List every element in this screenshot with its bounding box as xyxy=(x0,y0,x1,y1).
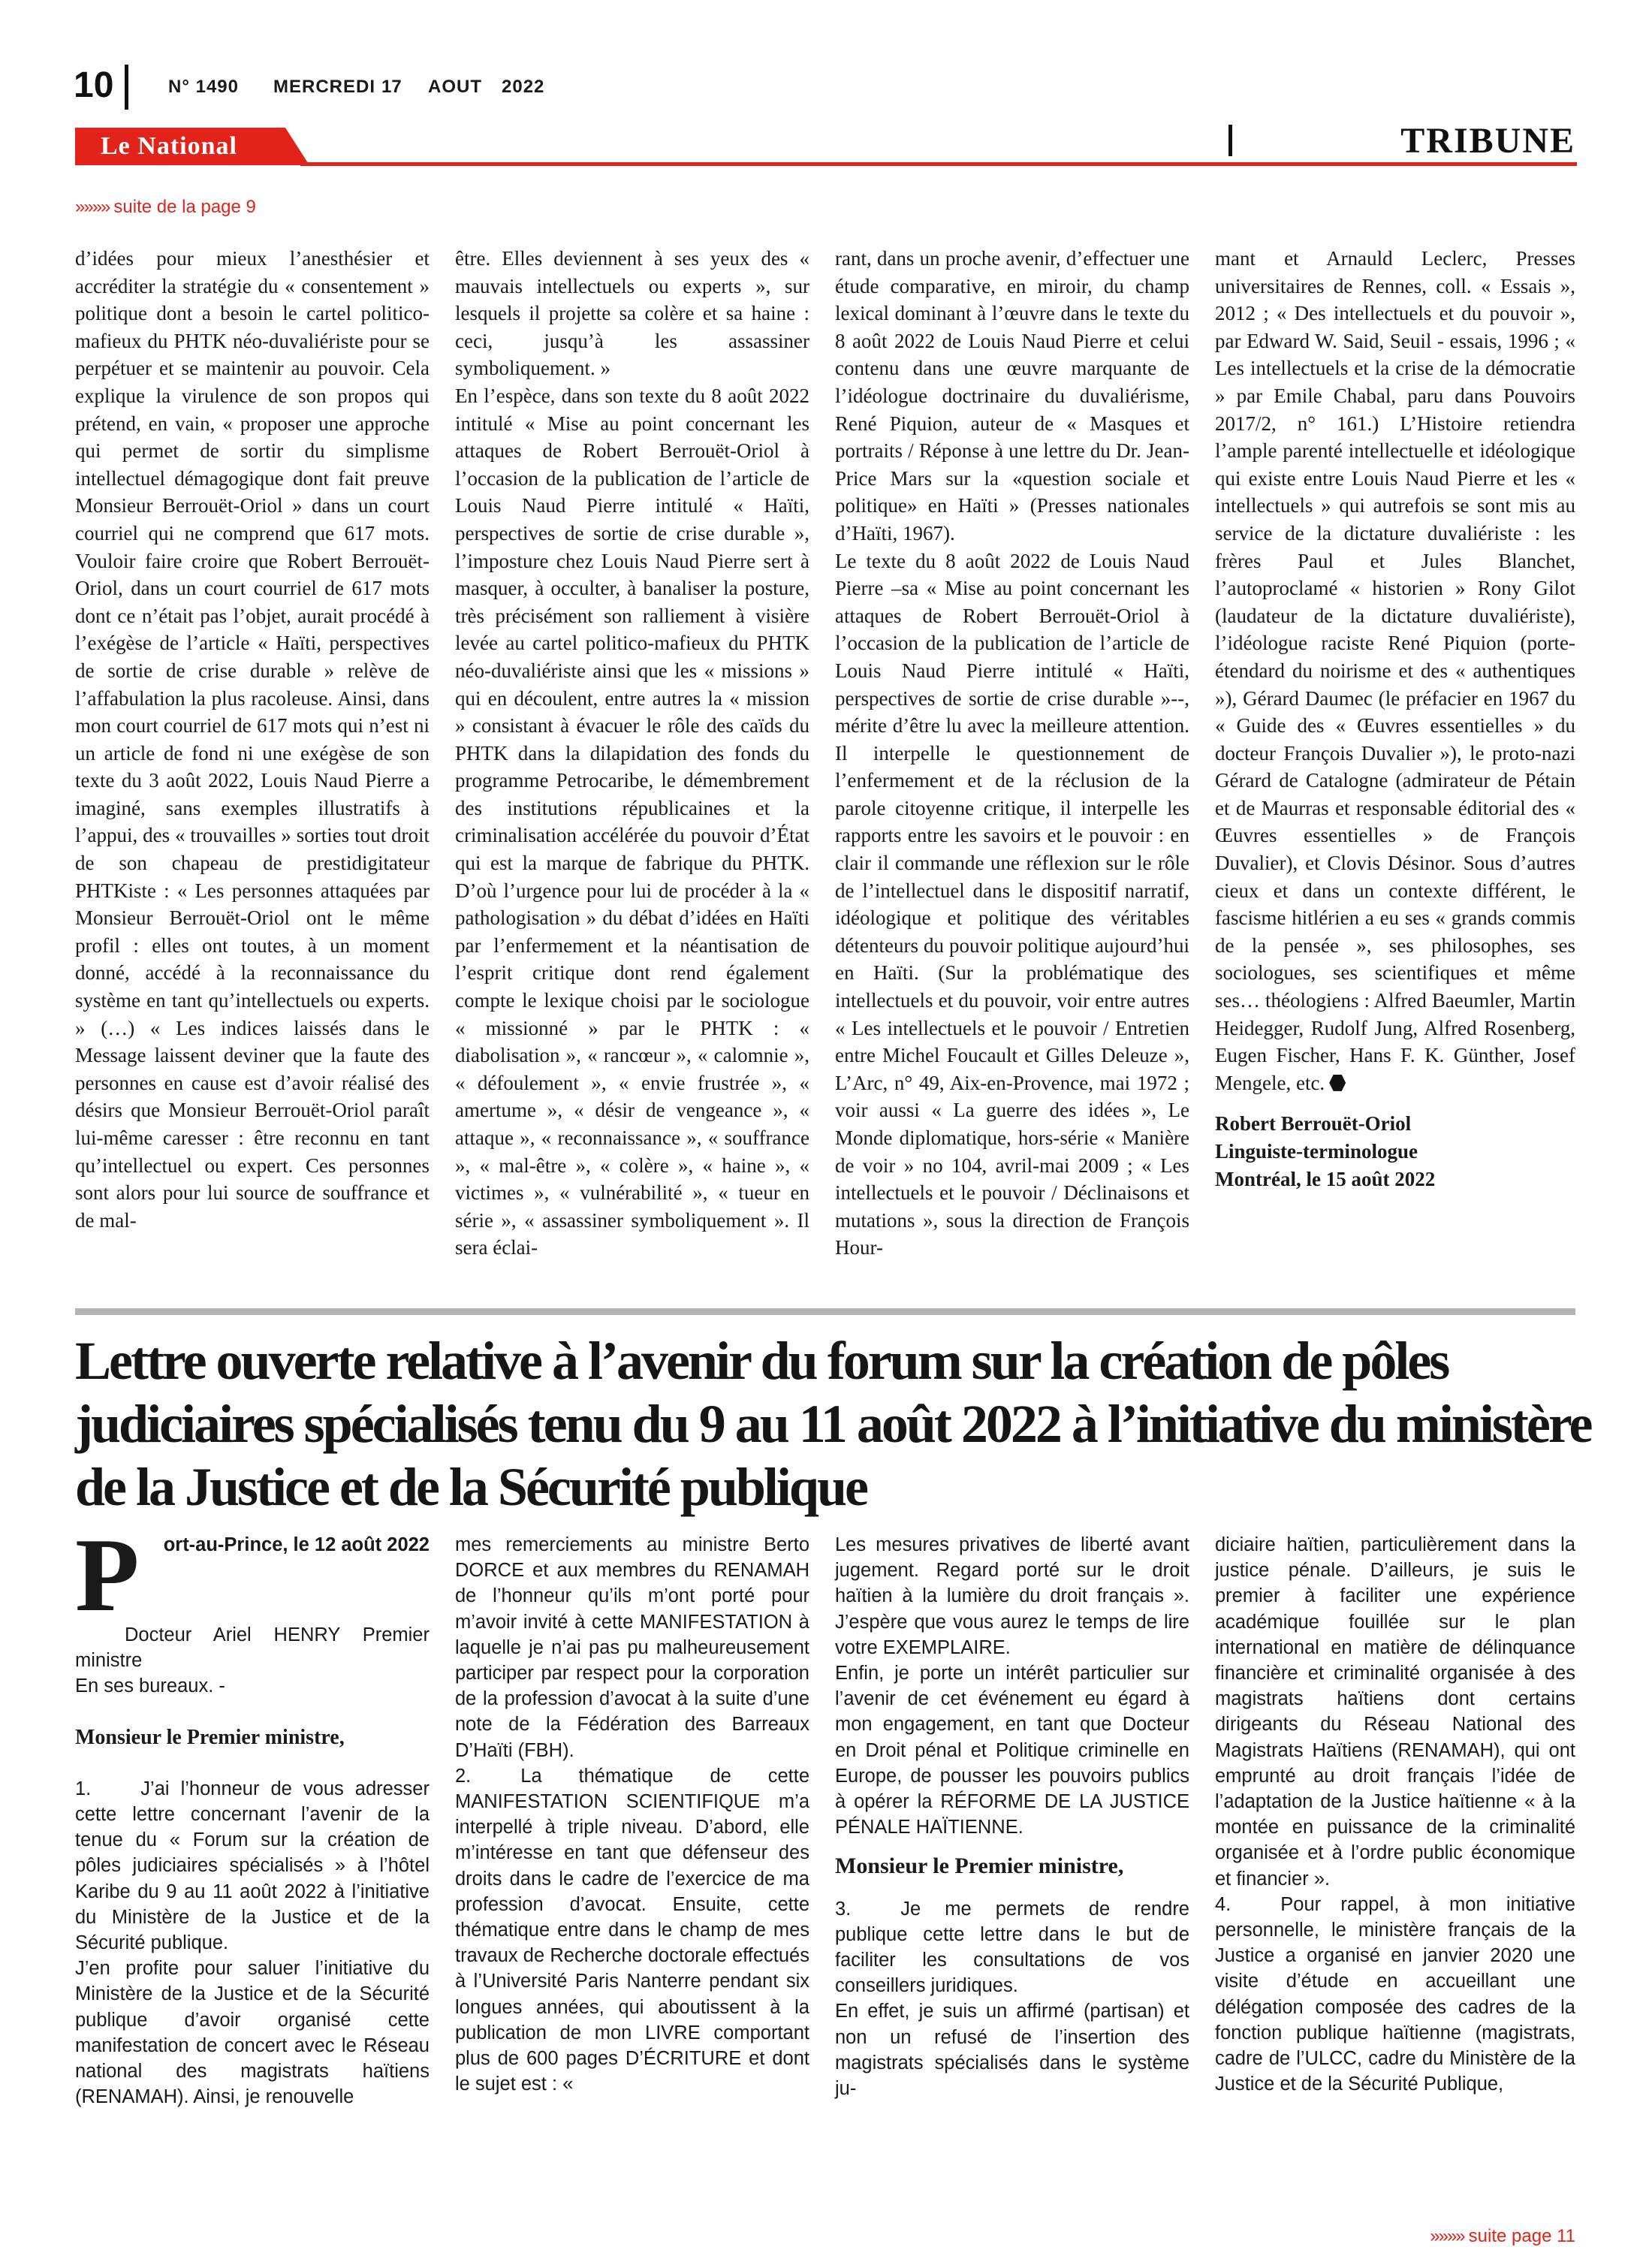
page-number-divider xyxy=(125,65,128,110)
section-separator xyxy=(75,1308,1575,1315)
author-title: Linguiste-terminologue xyxy=(1215,1140,1418,1163)
section-title: TRIBUNE xyxy=(1400,121,1575,161)
article1-col1-text: d’idées pour mieux l’anesthésier et accréditer la stratégie du « consentement » politique dont a besoin le cartel politico-mafieux du PHTK néo-duvaliériste pour se perpétuer et se maintenir au pouvoir. Cela explique la virulence de son propos qui prétend, en vain, « proposer une approche qui permet de sortir du simplisme intellectuel démagogique dont fait preuve Monsieur Berrouët-Oriol » dans un court courriel qui ne comprend que 617 mots. Vouloir faire croire que Robert Berrouët-Oriol, dans un court courriel de 617 mots dont ce n’était pas l’objet, aurait procédé à l’exégèse de l’article « Haïti, perspectives de sortie de crise durable » relève de l’affabulation la plus racoleuse. Ainsi, dans mon court courriel de 617 mots qui n’est ni un article de fond ni une exégèse de son texte du 3 août 2022, Louis Naud Pierre a imaginé, sans exemples illustratifs à l’appui, des « trouvailles » sorties tout droit de son chapeau de prestidigitateur PHTKiste : « Les personnes attaquées par Monsieur Berrouët-Oriol ont le même profil : elles ont toutes, à un moment donné, accédé à la reconnaissance du système en tant qu’intellectuels ou experts. » (…) « Les indices laissés dans le Message laissent deviner que la faute des personnes en cause est d’avoir réalisé des désirs que Monsieur Berrouët-Oriol paraît lui-même caresser : être reconnu en tant qu’intellectuel ou expert. Ces personnes sont alors pour lui source de souffrance et de mal- xyxy=(75,247,430,1232)
arrows-glyph: »»»» xyxy=(75,197,110,217)
article2-column-1 xyxy=(75,1517,430,2110)
paragraph-3b: En effet, je suis un affirmé (partisan) et non un refusé de l’insertion des magistrats spécialisés dans le système ju- xyxy=(835,2001,1189,2100)
paragraph-2b: Les mesures privatives de liberté avant jugement. Regard porté sur le droit haïtien à la lumière du droit français ». J’espère que vous aurez le temps de lire votre EXEMPLAIRE. xyxy=(835,1534,1189,1658)
letter-opening xyxy=(75,1517,430,1633)
paragraph-4-text: Pour rappel, à mon initiative personnelle, le ministère français de la Justice a organisé en janvier 2020 une visite d’étude en accueillant une délégation composée des cadres de la fonction publique haïtienne (magistrats, cadre de l’ULCC, cadre du Ministère de la Justice et de la Sécurité Publique, xyxy=(1215,1893,1575,2095)
header-red-rule xyxy=(300,162,1577,166)
end-mark-icon xyxy=(1329,1075,1346,1091)
author-name: Robert Berrouët-Oriol xyxy=(1215,1112,1412,1136)
date-year: 2022 xyxy=(502,77,545,97)
date-weekday: MERCREDI xyxy=(273,77,376,97)
article1-column-1 xyxy=(75,245,430,1234)
article1-col4-para xyxy=(1215,245,1575,1096)
paragraph-1-text: J’ai l’honneur de vous adresser cette lettre concernant l’avenir de la tenue du « Forum sur la création de pôles judiciaires spécialisés » à l’hôtel Karibe du 9 au 11 août 2022 à l’initiative du Ministère de la Justice et de la Sécurité publique. xyxy=(75,1778,430,1954)
continued-on-text: suite page 11 xyxy=(1468,2226,1575,2246)
paragraph-3c: diciaire haïtien, particulièrement dans la justice pénale. D’ailleurs, je suis le premier à faciliter une expérience académique fouillée sur le plan international en matière de délinquance financière et criminalité organisée à des magistrats haïtiens dont certains dirigeants du Réseau National des Magistrats Haïtiens (RENAMAH), qui ont emprunté au droit français l’idée de l’adaptation de la Justice haïtienne « à la montée en puissance de la criminalité organisée et à l’ordre public économique et financier ». xyxy=(1215,1534,1575,1890)
article1-col2-para: être. Elles deviennent à ses yeux des « mauvais intellectuels ou experts », sur lesquels il projette sa colère et sa haine : ceci, jusqu’à les assassiner symboliquement. » xyxy=(455,247,809,380)
paragraph-2 xyxy=(455,1763,809,2098)
article2-column-4 xyxy=(1215,1532,1575,2097)
paragraph-4-number: 4. xyxy=(1215,1893,1231,1915)
brand-logo-text: Le National xyxy=(101,132,237,160)
paragraph-4 xyxy=(1215,1892,1575,2098)
article1-column-4 xyxy=(1215,245,1575,1193)
page-header xyxy=(0,0,1652,180)
address: En ses bureaux. - xyxy=(75,1675,225,1697)
salutation: Monsieur le Premier ministre, xyxy=(75,1725,345,1749)
author-signature xyxy=(1215,1110,1575,1193)
paragraph-1-number: 1. xyxy=(75,1778,92,1799)
article2-column-3 xyxy=(835,1532,1189,2101)
paragraph-1 xyxy=(75,1776,430,1956)
article2-headline: Lettre ouverte relative à l’avenir du forum sur la création de pôles judiciaires spécialisés tenu du 9 au 11 août 2022 à l’initiative du ministère de la Justice et de la Sécurité publique xyxy=(75,1331,1591,1517)
place-date: ort-au-Prince, le 12 août 2022 xyxy=(163,1534,430,1555)
section-divider xyxy=(1228,125,1232,156)
paragraph-2-number: 2. xyxy=(455,1765,472,1787)
article1-col3-para: Le texte du 8 août 2022 de Louis Naud Pierre –sa « Mise au point concernant les attaques de Robert Berrouët-Oriol à l’occasion de la publication de l’article de Louis Naud Pierre intitulé « Haïti, perspectives de sortie de crise durable »--, mérite d’être lu avec la meilleure attention. Il interpelle le questionnement de l’enfermement et de la réclusion de la parole citoyenne critique, il interpelle les rapports entre les savoirs et le pouvoir : en clair il commande une réflexion sur le rôle de l’intellectuel dans le dispositif narratif, idéologique et politique des véritables détenteurs du pouvoir politique aujourd’hui en Haïti. (Sur la problématique des intellectuels et du pouvoir, voir entre autres « Les intellectuels et le pouvoir / Entretien entre Michel Foucault et Gilles Deleuze », L’Arc, n° 49, Aix-en-Provence, mai 1972 ; voir aussi « La guerre des idées », Le Monde diplomatique, hors-série « Manière de voir » no 104, avril-mai 2009 ; « Les intellectuels et le pouvoir / Déclinaisons et mutations », sous la direction de François Hour- xyxy=(835,549,1189,1259)
salutation-2: Monsieur le Premier ministre, xyxy=(835,1853,1124,1879)
arrows-glyph: »»»» xyxy=(1430,2226,1464,2246)
date-month: AOUT xyxy=(428,77,482,97)
author-place-date: Montréal, le 15 août 2022 xyxy=(1215,1167,1436,1190)
issue-number: N° 1490 xyxy=(168,77,239,97)
drop-cap: P xyxy=(75,1517,140,1633)
paragraph-3-number: 3. xyxy=(835,1898,852,1920)
continued-from-text: suite de la page 9 xyxy=(113,197,256,217)
paragraph-3 xyxy=(835,1896,1189,1999)
paragraph-1b: J’en profite pour saluer l’initiative du Ministère de la Justice et de la Sécurité publique d’avoir organisé cette manifestation de concert avec le Réseau national des magistrats haïtiens (RENAMAH). Ainsi, je renouvelle xyxy=(75,1958,430,2108)
paragraph-1c: mes remerciements au ministre Berto DORCE et aux membres du RENAMAH de l’honneur qu’ils m’ont porté pour m’avoir invité à cette MANIFESTATION à laquelle je n’ai pas pu malheureusement participer par respect pour la corporation de la profession d’avocat à la suite d’une note de la Fédération des Barreaux D’Haïti (FBH). xyxy=(455,1534,809,1761)
continued-on-note[interactable] xyxy=(1430,2226,1575,2247)
date-day-number: 17 xyxy=(381,77,402,97)
continued-from-note[interactable] xyxy=(75,197,256,218)
paragraph-3-text: Je me permets de rendre publique cette lettre dans le but de faciliter les consultations de vos conseillers juridiques. xyxy=(835,1898,1189,1997)
paragraph-2c: Enfin, je porte un intérêt particulier sur l’avenir de cet événement eu égard à mon engagement, en tant que Docteur en Droit pénal et Politique criminelle en Europe, de pousser les pouvoirs publics à opérer la RÉFORME DE LA JUSTICE PÉNALE HAÏTIENNE. xyxy=(835,1663,1189,1838)
article1-col2-para: En l’espèce, dans son texte du 8 août 2022 intitulé « Mise au point concernant les attaques de Robert Berrouët-Oriol à l’occasion de la publication de l’article de Louis Naud Pierre intitulé « Haïti, perspectives de sortie de crise durable », l’imposture chez Louis Naud Pierre sert à masquer, à occulter, à banaliser la posture, très précisément son ralliement à visière levée au cartel politico-mafieux du PHTK néo-duvaliériste ainsi que les « missions » qui en découlent, entre autres la « mission » consistant à évacuer le rôle des caïds du PHTK dans la dilapidation des fonds du programme Petrocaribe, le démembrement des institutions républicaines et la criminalisation accélérée du pouvoir d’État qui est la marque de fabrique du PHTK. D’où l’urgence pour lui de procéder à la « pathologisation » du débat d’idées en Haïti par l’enfermement et la néantisation de l’esprit critique dont rend également compte le lexique choisi par le sociologue « missionné » par le PHTK : « diabolisation », « rancœur », « calomnie », « défoulement », « envie frustrée », « amertume », « désir de vengeance », « attaque », « reconnaissance », « souffrance », « mal-être », « colère », « haine », « victimes », « vulnérabilité », « tueur en série », « assassiner symboliquement ». Il sera éclai- xyxy=(455,384,809,1259)
page-number: 10 xyxy=(74,65,114,105)
article1-column-2 xyxy=(455,245,809,1262)
addressee: Docteur Ariel HENRY Premier ministre xyxy=(75,1624,430,1672)
paragraph-2-text: La thématique de cette MANIFESTATION SCIENTIFIQUE m’a interpellé à triple niveau. D’abord, elle m’intéresse en tant que défenseur des droits dans le cadre de l’exercice de ma profession d’avocat. Ensuite, cette thématique entre dans le champ de mes travaux de Recherche doctorale effectués à l’Université Paris Nanterre pendant six longues années, qui aboutissent à la publication de mon LIVRE comportant plus de 600 pages D’ÉCRITURE et dont le sujet est : « xyxy=(455,1765,809,2095)
article2-column-2 xyxy=(455,1532,809,2097)
article1-col4-text: mant et Arnauld Leclerc, Presses universitaires de Rennes, coll. « Essais », 2012 ; « Des intellectuels et du pouvoir », par Edward W. Said, Seuil - essais, 1996 ; « Les intellectuels et la crise de la démocratie » par Emile Chabal, paru dans Pouvoirs 2017/2, n° 161.) L’Histoire retiendra l’ample parenté intellectuelle et idéologique qui existe entre Louis Naud Pierre et les « intellectuels » qui autrefois se sont mis au service de la dictature duvaliériste : les frères Paul et Jules Blanchet, l’autoproclamé « historien » Rony Gilot (laudateur de la dictature duvaliériste), l’idéologue raciste René Piquion (porte-étendard du noirisme et des « authentiques »), Gérard Daumec (le préfacier en 1967 du « Guide des « Œuvres essentielles » du docteur François Duvalier »), le proto-nazi Gérard de Catalogne (admirateur de Pétain et de Maurras et responsable éditorial des « Œuvres essentielles » de François Duvalier), et Clovis Désinor. Sous d’autres cieux et dans un contexte différent, le fascisme hitlérien a eu ses « grands commis de la pensée », ses philosophes, ses sociologues, ses scientifiques et même ses… théologiens : Alfred Baeumler, Martin Heidegger, Rudolf Jung, Alfred Rosenberg, Eugen Fischer, Hans F. K. Günther, Josef Mengele, etc. xyxy=(1215,247,1575,1094)
article1-col3-para: rant, dans un proche avenir, d’effectuer une étude comparative, en miroir, du champ lexical dominant à l’œuvre dans le texte du 8 août 2022 de Louis Naud Pierre et celui contenu dans une œuvre marquante de l’idéologue doctrinaire du duvaliérisme, René Piquion, auteur de « Masques et portraits / Réponse à une lettre du Dr. Jean-Price Mars sur la «question sociale et politique» en Haïti » (Presses nationales d’Haïti, 1967). xyxy=(835,247,1189,544)
article1-column-3 xyxy=(835,245,1189,1262)
